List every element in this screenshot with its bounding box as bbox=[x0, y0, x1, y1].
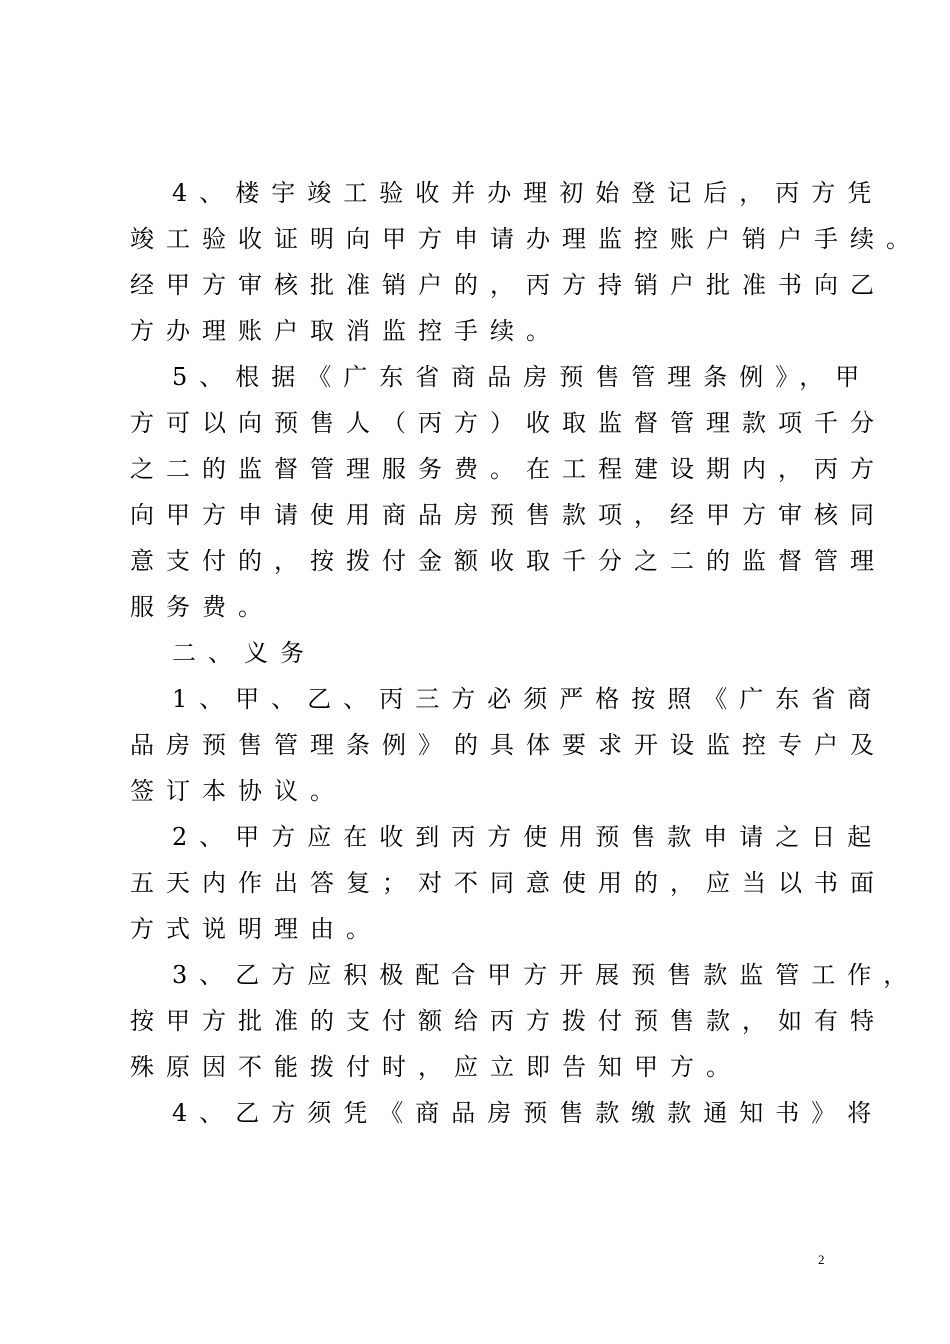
text-line: 意支付的，按拨付金额收取千分之二的监督管理 bbox=[130, 547, 886, 575]
text-line: 方式说明理由。 bbox=[130, 915, 382, 943]
text-line: 5、根据《广东省商品房预售管理条例》，甲 bbox=[172, 363, 872, 391]
text-line: 之二的监督管理服务费。在工程建设期内，丙方 bbox=[130, 455, 886, 483]
section-heading: 二、义务 bbox=[172, 639, 316, 667]
body-text bbox=[130, 170, 922, 1136]
text-line: 按甲方批准的支付额给丙方拨付预售款，如有特 bbox=[130, 1007, 886, 1035]
text-line: 服务费。 bbox=[130, 593, 274, 621]
text-line: 方办理账户取消监控手续。 bbox=[130, 317, 562, 345]
page-number: 2 bbox=[818, 1252, 825, 1267]
text-line: 1、甲、乙、丙三方必须严格按照《广东省商 bbox=[172, 685, 884, 713]
text-line: 方可以向预售人（丙方）收取监督管理款项千分 bbox=[130, 409, 886, 437]
text-line: 向甲方申请使用商品房预售款项，经甲方审核同 bbox=[130, 501, 886, 529]
text-line: 五天内作出答复；对不同意使用的，应当以书面 bbox=[130, 869, 886, 897]
text-line: 2、甲方应在收到丙方使用预售款申请之日起 bbox=[172, 823, 884, 851]
text-line: 竣工验收证明向甲方申请办理监控账户销户手续。 bbox=[130, 225, 922, 253]
text-line: 4、楼宇竣工验收并办理初始登记后，丙方凭 bbox=[172, 179, 884, 207]
text-line: 签订本协议。 bbox=[130, 777, 346, 805]
text-line: 4、乙方须凭《商品房预售款缴款通知书》将 bbox=[172, 1099, 884, 1127]
text-line: 品房预售管理条例》的具体要求开设监控专户及 bbox=[130, 731, 886, 759]
text-line: 3、乙方应积极配合甲方开展预售款监管工作， bbox=[172, 961, 920, 989]
text-line: 经甲方审核批准销户的，丙方持销户批准书向乙 bbox=[130, 271, 886, 299]
text-line: 殊原因不能拨付时，应立即告知甲方。 bbox=[130, 1053, 742, 1081]
